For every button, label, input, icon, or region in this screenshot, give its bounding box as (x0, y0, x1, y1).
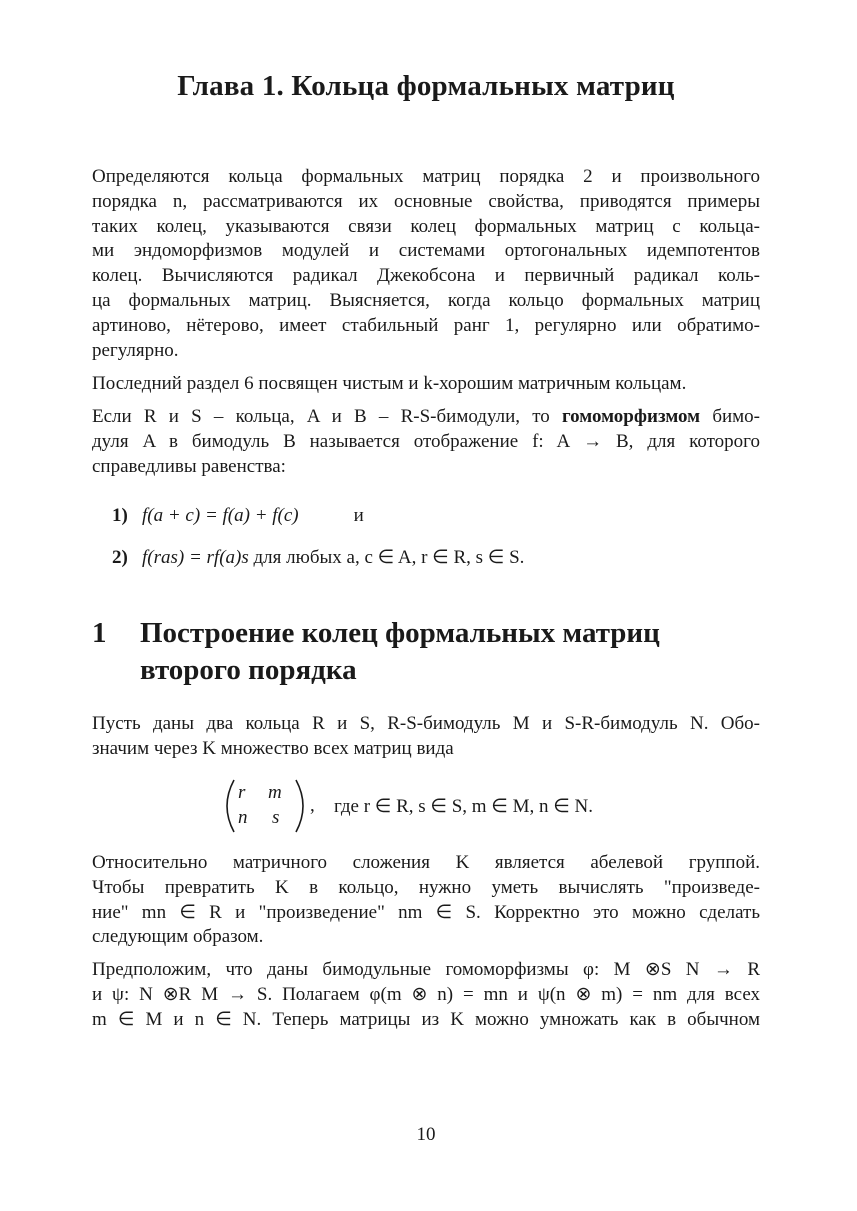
text-line: и ψ: N ⊗R M → S. Полагаем φ(m ⊗ n) = mn и ψ(n ⊗ m) = nm для всех (92, 983, 761, 1005)
condition-tail: для любых a, c ∈ A, r ∈ R, s ∈ S. (253, 547, 525, 568)
text-line: значим через K множество всех матриц вида (92, 737, 454, 759)
left-paren (227, 780, 234, 832)
condition-formula: f(a + c) = f(a) + f(c) (142, 505, 299, 526)
product-paragraph (92, 851, 760, 950)
text-line: Последний раздел 6 посвящен чистым и k-хорошим матричным кольцам. (92, 373, 687, 394)
last-section-note (92, 372, 760, 397)
text-line (92, 405, 760, 430)
text-line: порядка n, рассматриваются их основные свойства, приводятся примеры (92, 190, 760, 212)
text-line: Предположим, что даны бимодульные гомоморфизмы φ: M ⊗S N → R (92, 959, 760, 980)
text-line: регулярно. (92, 339, 179, 361)
condition-2 (112, 546, 524, 569)
text-line: справедливы равенства: (92, 455, 286, 477)
text-line: следующим образом. (92, 926, 264, 948)
matrix-comma: , (310, 795, 315, 816)
text-line: Определяются кольца формальных матриц порядка 2 и произвольного (92, 166, 760, 187)
definition-term: гомоморфизмом (561, 406, 701, 427)
text-line: Чтобы превратить K в кольцо, нужно уметь вычислять "произведе- (92, 876, 760, 898)
text-line: Относительно матричного сложения K является абелевой группой. (92, 852, 760, 873)
matrix-entry-m: m (268, 782, 282, 803)
assumption-paragraph (92, 958, 760, 1032)
setup-paragraph (92, 712, 760, 762)
section-number: 1 (92, 617, 107, 649)
page-number: 10 (416, 1124, 436, 1145)
right-paren (296, 780, 303, 832)
text-line: ми эндоморфизмов модулей и системами ортогональных идемпотентов (92, 240, 760, 262)
matrix-entry-s: s (272, 807, 280, 828)
matrix-condition: где r ∈ R, s ∈ S, m ∈ M, n ∈ N. (334, 796, 594, 817)
text-line: колец. Вычисляются радикал Джекобсона и первичный радикал коль- (92, 265, 760, 287)
text-line: ние" mn ∈ R и "произведение" nm ∈ S. Корректно это можно сделать (92, 901, 760, 923)
text-line: дуля A в бимодуль B называется отображение f: A → B, для которого (92, 430, 760, 452)
condition-formula: f(ras) = rf(a)s (142, 547, 249, 568)
condition-number: 1) (112, 505, 128, 526)
text-line: m ∈ M и n ∈ N. Теперь матрицы из K можно умножать как в обычном (92, 1008, 760, 1030)
chapter-title: Глава 1. Кольца формальных матриц (177, 70, 675, 102)
condition-tail: и (353, 505, 364, 526)
definition-paragraph (92, 405, 760, 479)
section-title-line-2: второго порядка (140, 654, 357, 686)
text-line: таких колец, указываются связи колец формальных матриц с кольца- (92, 215, 760, 237)
matrix-brackets (222, 778, 312, 834)
text-line: артиново, нётерово, имеет стабильный ранг 1, регулярно или обратимо- (92, 314, 760, 336)
matrix-entry-r: r (238, 782, 246, 803)
intro-paragraph (92, 165, 760, 363)
matrix-entry-n: n (238, 807, 248, 828)
section-title-line-1: Построение колец формальных матриц (140, 617, 660, 649)
definition-text: бимо- (712, 406, 760, 427)
text-line: Пусть даны два кольца R и S, R-S-бимодуль M и S-R-бимодуль N. Обо- (92, 713, 760, 734)
definition-text: Если R и S – кольца, A и B – R-S-бимодули, то (92, 406, 550, 427)
condition-1 (112, 505, 364, 527)
text-line: ца формальных матриц. Выясняется, когда кольцо формальных матриц (92, 289, 760, 311)
condition-number: 2) (112, 547, 128, 568)
